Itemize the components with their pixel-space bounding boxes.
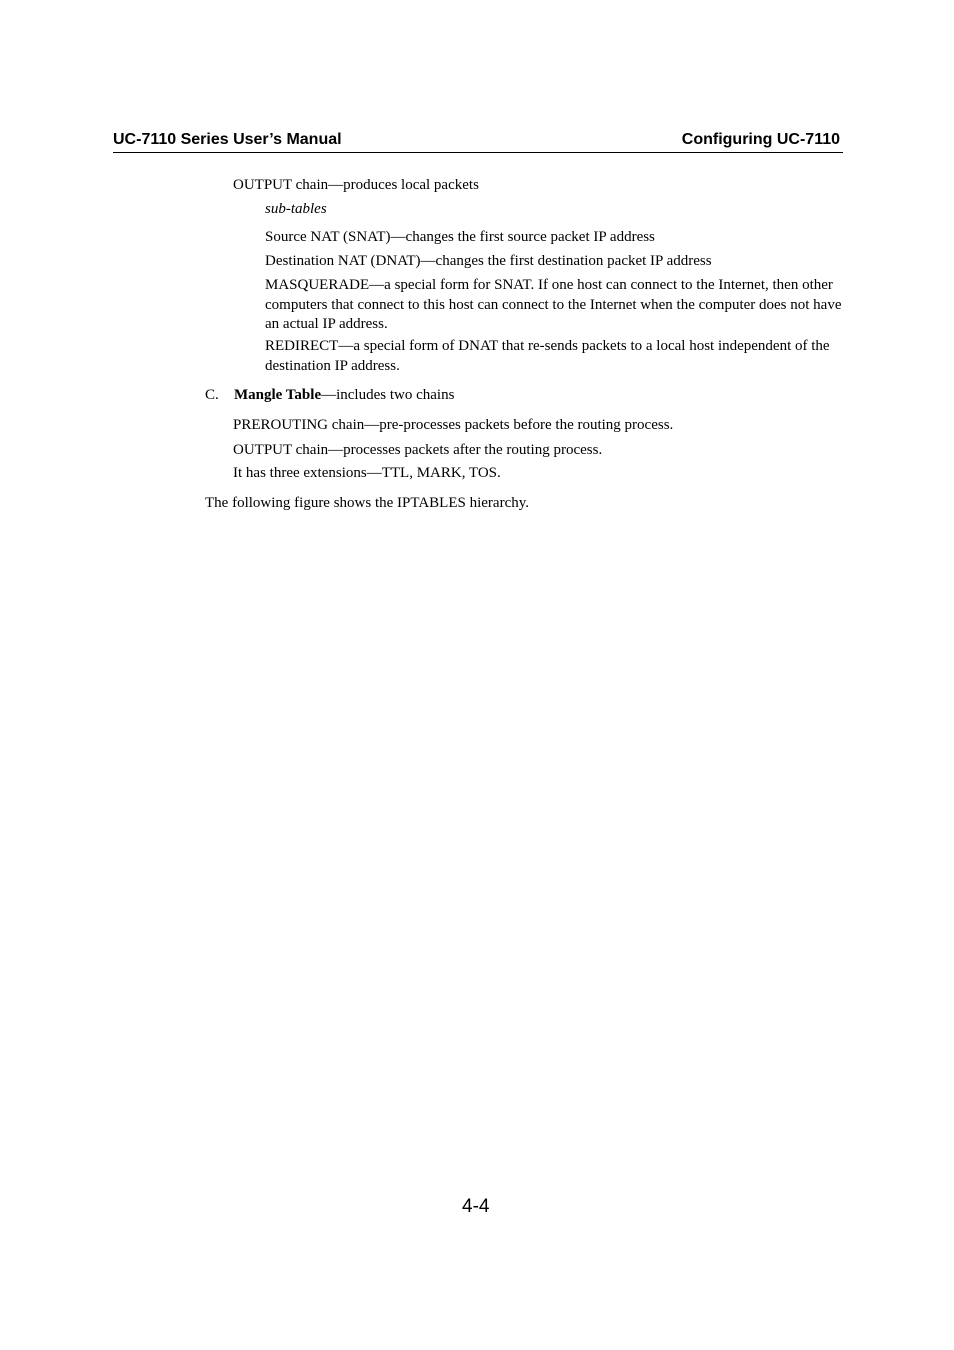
mangle-list-marker: C. (205, 387, 219, 403)
subtables-label: sub-tables (265, 201, 327, 217)
redirect-text: REDIRECT—a special form of DNAT that re-sends packets to a local host independent of the destination IP address. (265, 338, 830, 374)
mangle-table-desc: —includes two chains (321, 387, 455, 403)
masquerade-text: MASQUERADE—a special form for SNAT. If one host can connect to the Internet, then other computers that connect to this host can connect to the Internet when the computer does not have an actual IP address. (265, 277, 842, 332)
manual-title: UC-7110 Series User’s Manual (113, 131, 342, 148)
mangle-table-title: Mangle Table (234, 387, 322, 403)
page-number: 4-4 (462, 1196, 490, 1217)
output-chain-nat-text: OUTPUT chain—produces local packets (233, 177, 479, 193)
output-chain-mangle-text: OUTPUT chain—processes packets after the routing process. (233, 442, 603, 458)
prerouting-text: PREROUTING chain—pre-processes packets before the routing process. (233, 417, 674, 433)
mangle-table-heading (234, 386, 454, 405)
extensions-text: It has three extensions—TTL, MARK, TOS. (233, 465, 501, 481)
chapter-title: Configuring UC-7110 (681, 131, 840, 148)
figure-intro-text: The following figure shows the IPTABLES hierarchy. (205, 495, 530, 511)
dnat-text: Destination NAT (DNAT)—changes the first destination packet IP address (265, 253, 712, 269)
snat-text: Source NAT (SNAT)—changes the first source packet IP address (265, 229, 655, 245)
page-header (113, 131, 843, 153)
